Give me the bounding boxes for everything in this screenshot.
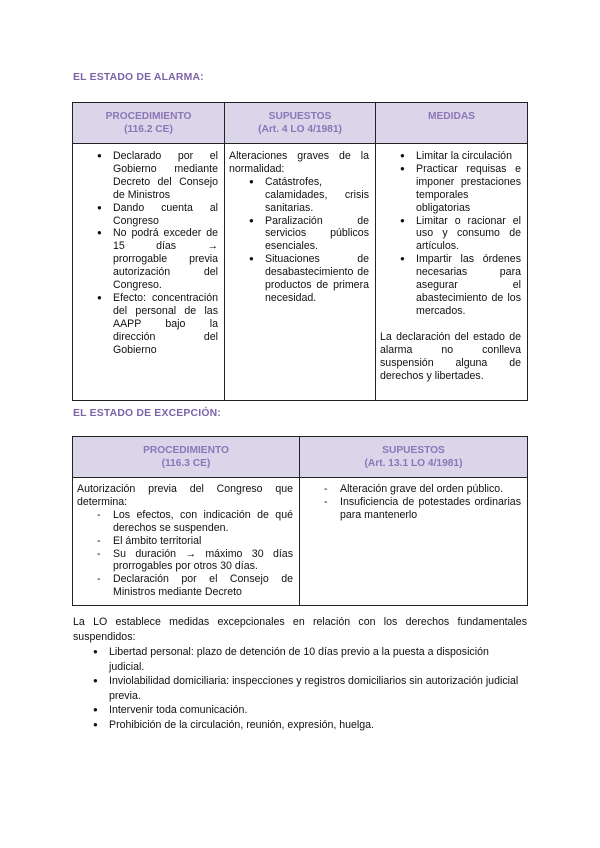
header-title: MEDIDAS [428, 111, 475, 122]
excepcion-header-row [73, 437, 528, 478]
header-procedimiento [73, 437, 300, 478]
header-supuestos [300, 437, 528, 478]
excepcion-body-row [73, 478, 528, 606]
list-item: ● Impartir las órdenes necesarias para asegurar el abastecimiento de los mercados. [398, 253, 521, 318]
header-title: PROCEDIMIENTO [105, 111, 192, 122]
list-item: - El ámbito territorial [95, 535, 293, 548]
list-item: - Los efectos, con indicación de qué derechos se suspenden. [95, 509, 293, 535]
list-item: - Su duración → máximo 30 días prorrogables por otros 30 días. [95, 548, 293, 574]
list-item: ● Paralización de servicios públicos esenciales. [247, 215, 369, 254]
list-item: - Alteración grave del orden público. [322, 483, 521, 496]
header-procedimiento [73, 103, 225, 144]
section-heading-alarma: EL ESTADO DE ALARMA: [73, 72, 204, 83]
header-sub: (Art. 13.1 LO 4/1981) [364, 458, 463, 469]
alarma-header-row [73, 103, 528, 144]
list-item: - Insuficiencia de potestades ordinarias para mantenerlo [322, 496, 521, 522]
lo-intro: La LO establece medidas excepcionales en relación con los derechos fundamentales suspendidos: [73, 616, 527, 643]
medidas-note: La declaración del estado de alarma no conlleva suspensión alguna de derechos y libertades. [380, 330, 521, 382]
header-title: SUPUESTOS [268, 111, 332, 122]
list-item: ● Declarado por el Gobierno mediante Decreto del Consejo de Ministros [95, 150, 218, 202]
cell-supuestos [300, 478, 528, 606]
header-supuestos [225, 103, 376, 144]
cell-medidas [376, 144, 528, 401]
list-item: ● Prohibición de la circulación, reunión, expresión, huelga. [91, 718, 527, 733]
list-item: ● Libertad personal: plazo de detención de 10 días previo a la puesta a disposición judicial. [91, 645, 527, 674]
lo-measures-list [91, 645, 527, 732]
list-item: - Declaración por el Consejo de Ministros mediante Decreto [95, 573, 293, 599]
excepcion-table [72, 436, 528, 606]
cell-procedimiento [73, 144, 225, 401]
list-item: ● Dando cuenta al Congreso [95, 202, 218, 228]
list-item: ● Inviolabilidad domiciliaria: inspecciones y registros domiciliarios sin autorización judicial previa. [91, 674, 527, 703]
procedimiento-list [95, 150, 218, 357]
cell-supuestos [225, 144, 376, 401]
header-sub: (116.2 CE) [124, 124, 173, 135]
medidas-list [380, 150, 521, 318]
alarma-table [72, 102, 528, 401]
list-item: ● Catástrofes, calamidades, crisis sanitarias. [247, 176, 369, 215]
alarma-body-row [73, 144, 528, 401]
header-title: SUPUESTOS [382, 445, 445, 456]
procedimiento-intro: Autorización previa del Congreso que determina: [77, 483, 293, 508]
header-medidas [376, 103, 528, 144]
supuestos-intro: Alteraciones graves de la normalidad: [229, 150, 369, 175]
header-title: PROCEDIMIENTO [143, 445, 229, 456]
list-item: ● No podrá exceder de 15 días → prorrogable previa autorización del Congreso. [95, 227, 218, 292]
cell-procedimiento [73, 478, 300, 606]
list-item: ● Intervenir toda comunicación. [91, 703, 527, 718]
header-sub: (116.3 CE) [161, 458, 211, 469]
list-item: ● Efecto: concentración del personal de las AAPP bajo la dirección del Gobierno [95, 292, 218, 357]
supuestos-list [322, 483, 521, 522]
section-heading-excepcion: EL ESTADO DE EXCEPCIÓN: [73, 408, 221, 419]
supuestos-list [229, 176, 369, 305]
list-item: ● Limitar o racionar el uso y consumo de artículos. [398, 215, 521, 254]
list-item: ● Situaciones de desabastecimiento de productos de primera necesidad. [247, 253, 369, 305]
procedimiento-list [77, 509, 293, 599]
header-sub: (Art. 4 LO 4/1981) [258, 124, 342, 135]
list-item: ● Practicar requisas e imponer prestaciones temporales obligatorias [398, 163, 521, 215]
list-item: ● Limitar la circulación [398, 150, 521, 163]
